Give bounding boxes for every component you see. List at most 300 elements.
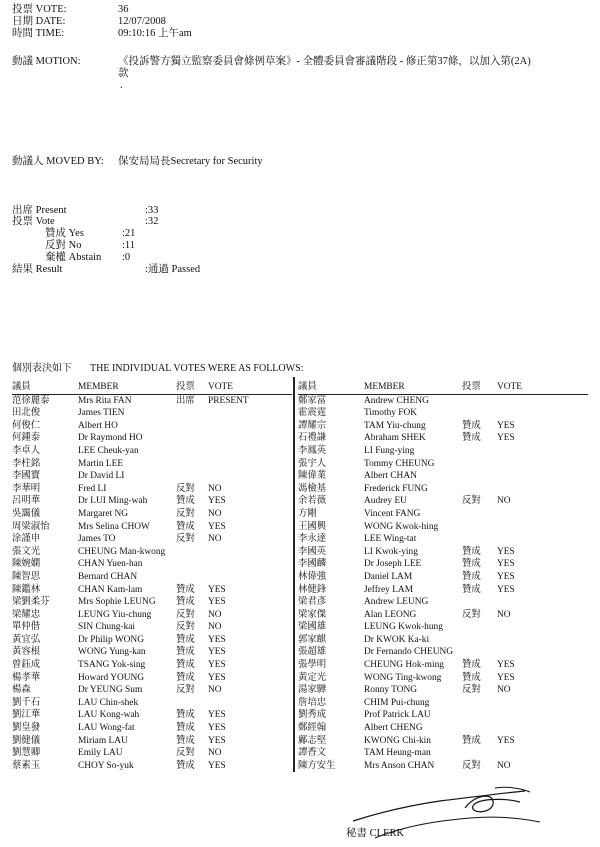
vote-en xyxy=(208,445,292,458)
vote-cn xyxy=(462,458,497,471)
abstain-value: :0 xyxy=(122,252,131,263)
member-name-en: Vincent FANG xyxy=(364,508,421,519)
member-name-cn: 劉秀成 xyxy=(298,710,327,721)
table-row xyxy=(298,609,588,622)
member-name-en: LEUNG Yiu-chung xyxy=(78,609,152,620)
member-name-en: CHIM Pui-chung xyxy=(364,697,430,708)
member-name-cn: 李鳳英 xyxy=(298,445,327,456)
member-name-en: Margaret NG xyxy=(78,508,129,519)
member-name-cn: 霍震霆 xyxy=(298,408,327,419)
vote-cn: 贊成 xyxy=(462,433,481,444)
time-value: 09:10:16 上午am xyxy=(118,28,192,39)
member-name-cn: 劉江華 xyxy=(12,710,41,721)
member-name-cn: 吳靄儀 xyxy=(12,508,41,519)
vote-cn xyxy=(462,483,497,496)
present-label: 出席 Present xyxy=(12,205,67,216)
vote-cn: 贊成 xyxy=(462,672,481,683)
member-name-cn: 陳智思 xyxy=(12,571,41,582)
member-name-cn: 楊孝華 xyxy=(12,672,41,683)
vote-cn: 贊成 xyxy=(462,571,481,582)
member-name-cn: 張超雄 xyxy=(298,647,327,658)
vote-en xyxy=(208,546,292,559)
yes-label: 贊成 Yes xyxy=(45,228,84,239)
vote-en xyxy=(497,508,588,521)
vote-en: PRESENT xyxy=(208,395,249,406)
vote-cn xyxy=(176,407,208,420)
clerk-label: 秘書 CLERK xyxy=(346,828,405,839)
table-row xyxy=(12,432,292,445)
vote-cn: 贊成 xyxy=(176,710,195,721)
table-row xyxy=(298,533,588,546)
member-name-cn: 李柱銘 xyxy=(12,458,41,469)
table-row xyxy=(12,659,292,672)
member-name-cn: 田北俊 xyxy=(12,408,41,419)
table-row xyxy=(12,634,292,647)
vote-cn: 贊成 xyxy=(462,584,481,595)
vote-cn: 贊成 xyxy=(176,584,195,595)
table-row xyxy=(298,760,588,773)
member-name-en: LI Kwok-ying xyxy=(364,546,418,557)
member-name-cn: 周梁淑怡 xyxy=(12,521,50,532)
col-member-cn-header: 議員 xyxy=(298,381,364,394)
table-row xyxy=(12,735,292,748)
vote-cn xyxy=(462,407,497,420)
member-name-cn: 陳偉業 xyxy=(298,471,327,482)
vote-cn: 反對 xyxy=(176,748,195,759)
motion-text-line1: 《投訴警方獨立監察委員會條例草案》- 全體委員會審議階段 - 修正第37條，以加入第(2A) xyxy=(118,56,531,67)
table-row xyxy=(298,709,588,722)
member-name-cn: 陳鑑林 xyxy=(12,584,41,595)
member-name-cn: 余若薇 xyxy=(298,496,327,507)
vote-en xyxy=(497,407,588,420)
vote-cn: 反對 xyxy=(176,483,195,494)
member-name-cn: 何俊仁 xyxy=(12,420,41,431)
vote-en: YES xyxy=(497,735,515,746)
table-row xyxy=(12,709,292,722)
vote-cn: 贊成 xyxy=(462,420,481,431)
member-name-cn: 李國英 xyxy=(298,546,327,557)
member-name-en: TAM Heung-man xyxy=(364,748,431,759)
member-name-en: Mrs Selina CHOW xyxy=(78,521,150,532)
vote-en: YES xyxy=(208,496,226,507)
table-row xyxy=(298,458,588,471)
vote-cn xyxy=(462,709,497,722)
member-name-cn: 劉皇發 xyxy=(12,723,41,734)
vote-en: NO xyxy=(208,685,222,696)
table-row xyxy=(12,571,292,584)
table-row xyxy=(12,760,292,773)
vote-cn: 贊成 xyxy=(176,660,195,671)
member-name-cn: 黃容根 xyxy=(12,647,41,658)
vote-en xyxy=(497,646,588,659)
member-name-en: Martin LEE xyxy=(78,458,124,469)
col-vote-cn-header: 投票 xyxy=(462,381,497,394)
vote-cn xyxy=(462,621,497,634)
table-row xyxy=(298,697,588,710)
vote-en: NO xyxy=(497,496,511,507)
member-name-en: Fred LI xyxy=(78,483,107,494)
member-name-en: Albert CHENG xyxy=(364,723,423,734)
member-name-en: Albert CHAN xyxy=(364,471,417,482)
vote-en: YES xyxy=(208,597,226,608)
vote-cn: 贊成 xyxy=(176,647,195,658)
member-name-en: LAU Wong-fat xyxy=(78,723,135,734)
member-name-en: LI Fung-ying xyxy=(364,445,415,456)
present-value: :33 xyxy=(145,205,159,216)
table-row xyxy=(12,672,292,685)
individual-heading-cn: 個別表決如下 xyxy=(12,363,72,374)
table-row xyxy=(298,646,588,659)
table-row xyxy=(12,697,292,710)
member-name-cn: 劉慧卿 xyxy=(12,748,41,759)
member-name-cn: 李國麟 xyxy=(298,559,327,570)
table-row xyxy=(298,684,588,697)
member-name-cn: 劉千石 xyxy=(12,697,41,708)
vote-en xyxy=(208,697,292,710)
vote-en xyxy=(497,470,588,483)
table-row xyxy=(298,546,588,559)
member-name-en: LAU Chin-shek xyxy=(78,697,139,708)
vote-en: YES xyxy=(208,584,226,595)
table-row xyxy=(12,508,292,521)
vote-cn: 贊成 xyxy=(176,597,195,608)
table-row xyxy=(12,470,292,483)
vote-cn xyxy=(462,533,497,546)
individual-heading-en: THE INDIVIDUAL VOTES WERE AS FOLLOWS: xyxy=(90,363,304,374)
table-row xyxy=(12,407,292,420)
table-row xyxy=(298,722,588,735)
vote-en: NO xyxy=(208,622,222,633)
member-name-cn: 張文光 xyxy=(12,546,41,557)
member-name-en: LAU Kong-wah xyxy=(78,710,140,721)
vote-cn xyxy=(462,634,497,647)
member-name-cn: 劉健儀 xyxy=(12,735,41,746)
result-value: :通過 Passed xyxy=(145,264,201,275)
table-row xyxy=(298,735,588,748)
member-name-en: CHEUNG Man-kwong xyxy=(78,546,166,557)
member-name-cn: 單仲偕 xyxy=(12,622,41,633)
vote-en xyxy=(497,483,588,496)
member-name-cn: 梁家傑 xyxy=(298,609,327,620)
vote-en: YES xyxy=(208,735,226,746)
member-name-en: Dr Joseph LEE xyxy=(364,559,422,570)
vote-cn xyxy=(462,722,497,735)
vote-en: YES xyxy=(497,433,515,444)
vote-cn: 反對 xyxy=(462,685,481,696)
table-row xyxy=(298,432,588,445)
table-row xyxy=(12,445,292,458)
date-label: 日期 DATE: xyxy=(12,16,66,27)
member-name-cn: 梁耀忠 xyxy=(12,609,41,620)
table-row xyxy=(298,470,588,483)
vote-cn: 贊成 xyxy=(176,672,195,683)
table-row xyxy=(12,558,292,571)
vote-cn xyxy=(462,445,497,458)
table-row xyxy=(12,546,292,559)
vote-cn xyxy=(176,558,208,571)
vote-en: NO xyxy=(208,609,222,620)
member-name-cn: 涂謹申 xyxy=(12,534,41,545)
member-name-en: LEE Wing-tat xyxy=(364,534,417,545)
vote-cn xyxy=(176,470,208,483)
table-header-row xyxy=(298,381,588,394)
member-name-en: WONG Ting-kwong xyxy=(364,672,442,683)
table-row xyxy=(298,394,588,407)
votes-table-right xyxy=(298,381,588,772)
table-row xyxy=(298,483,588,496)
table-row xyxy=(12,483,292,496)
vote-cn xyxy=(176,697,208,710)
vote-cn: 贊成 xyxy=(176,723,195,734)
vote-en: YES xyxy=(497,672,515,683)
vote-cn: 反對 xyxy=(176,685,195,696)
table-row xyxy=(298,445,588,458)
member-name-en: Dr Fernando CHEUNG xyxy=(364,647,454,658)
member-name-en: Timothy FOK xyxy=(364,408,418,419)
member-name-cn: 鄭經翰 xyxy=(298,723,327,734)
member-name-cn: 馮檢基 xyxy=(298,483,327,494)
table-row xyxy=(298,420,588,433)
vote-en: NO xyxy=(208,508,222,519)
no-label: 反對 No xyxy=(45,240,82,251)
vote-cn: 贊成 xyxy=(176,521,195,532)
member-name-en: Dr KWOK Ka-ki xyxy=(364,634,430,645)
vote-cn: 贊成 xyxy=(176,496,195,507)
yes-value: :21 xyxy=(122,228,136,239)
vote-cn xyxy=(462,596,497,609)
table-row xyxy=(298,596,588,609)
vote-en xyxy=(208,470,292,483)
member-name-en: Mrs Rita FAN xyxy=(78,395,132,406)
vote-cn: 贊成 xyxy=(462,735,481,746)
table-row xyxy=(298,621,588,634)
vote-en xyxy=(497,394,588,407)
member-name-en: Albert HO xyxy=(78,420,118,431)
member-name-en: LEE Cheuk-yan xyxy=(78,445,139,456)
vote-cn xyxy=(176,432,208,445)
vote-cn: 反對 xyxy=(462,760,481,771)
member-name-cn: 楊森 xyxy=(12,685,31,696)
vote-cn xyxy=(176,458,208,471)
table-row xyxy=(12,394,292,407)
table-row xyxy=(298,495,588,508)
table-row xyxy=(12,747,292,760)
table-row xyxy=(298,508,588,521)
member-name-cn: 張學明 xyxy=(298,660,327,671)
table-row xyxy=(12,596,292,609)
member-name-cn: 王國興 xyxy=(298,521,327,532)
abstain-label: 棄權 Abstain xyxy=(45,252,102,263)
time-label: 時間 TIME: xyxy=(12,28,65,39)
vote-en: YES xyxy=(208,634,226,645)
member-name-cn: 呂明華 xyxy=(12,496,41,507)
member-name-en: Tommy CHEUNG xyxy=(364,458,435,469)
table-row xyxy=(298,584,588,597)
vote-cn xyxy=(176,445,208,458)
table-row xyxy=(298,558,588,571)
vote-cn xyxy=(462,470,497,483)
table-row xyxy=(298,407,588,420)
member-name-en: Dr David LI xyxy=(78,471,125,482)
table-row xyxy=(12,495,292,508)
vote-total-value: :32 xyxy=(145,216,159,227)
member-name-en: Miriam LAU xyxy=(78,735,128,746)
col-vote-en-header: VOTE xyxy=(208,381,292,394)
vote-en: NO xyxy=(208,483,222,494)
member-name-en: Alan LEONG xyxy=(364,609,417,620)
member-name-cn: 李卓人 xyxy=(12,445,41,456)
motion-text-line2: 款 xyxy=(118,68,129,79)
vote-en: YES xyxy=(208,672,226,683)
vote-cn xyxy=(462,521,497,534)
member-name-en: Jeffrey LAM xyxy=(364,584,414,595)
table-divider xyxy=(293,377,295,772)
vote-en: YES xyxy=(208,660,226,671)
vote-en xyxy=(208,571,292,584)
vote-cn: 反對 xyxy=(176,508,195,519)
member-name-en: LEUNG Kwok-hung xyxy=(364,622,443,633)
vote-cn xyxy=(462,508,497,521)
vote-en xyxy=(497,621,588,634)
vote-cn: 贊成 xyxy=(462,559,481,570)
vote-cn xyxy=(176,420,208,433)
member-name-en: Dr LUI Ming-wah xyxy=(78,496,148,507)
col-vote-cn-header: 投票 xyxy=(176,381,208,394)
moved-by-label: 動議人 MOVED BY: xyxy=(12,156,104,167)
member-name-cn: 陳方安生 xyxy=(298,760,336,771)
table-row xyxy=(298,672,588,685)
vote-en xyxy=(208,558,292,571)
table-row xyxy=(12,621,292,634)
vote-en: NO xyxy=(208,748,222,759)
member-name-en: James TO xyxy=(78,534,116,545)
table-row xyxy=(12,458,292,471)
date-value: 12/07/2008 xyxy=(118,16,166,27)
member-name-en: Abraham SHEK xyxy=(364,433,426,444)
member-name-en: James TIEN xyxy=(78,408,125,419)
member-name-en: SIN Chung-kai xyxy=(78,622,136,633)
vote-cn: 反對 xyxy=(176,534,195,545)
member-name-cn: 黃宜弘 xyxy=(12,634,41,645)
member-name-cn: 林健鋒 xyxy=(298,584,327,595)
member-name-en: Dr Philip WONG xyxy=(78,634,144,645)
vote-en xyxy=(208,458,292,471)
member-name-cn: 張宇人 xyxy=(298,458,327,469)
member-name-cn: 何鍾泰 xyxy=(12,433,41,444)
table-row xyxy=(298,521,588,534)
member-name-cn: 譚香文 xyxy=(298,748,327,759)
vote-en xyxy=(497,747,588,760)
member-name-en: Prof Patrick LAU xyxy=(364,710,431,721)
vote-en xyxy=(497,709,588,722)
member-name-cn: 陳婉嫻 xyxy=(12,559,41,570)
member-name-en: WONG Kwok-hing xyxy=(364,521,439,532)
member-name-cn: 林偉強 xyxy=(298,571,327,582)
vote-en xyxy=(497,722,588,735)
table-row xyxy=(298,659,588,672)
member-name-cn: 范徐麗泰 xyxy=(12,395,50,406)
motion-label: 動議 MOTION: xyxy=(12,56,81,67)
col-member-en-header: MEMBER xyxy=(78,381,176,394)
vote-en: YES xyxy=(208,723,226,734)
vote-cn xyxy=(462,747,497,760)
vote-en xyxy=(497,697,588,710)
member-name-cn: 李國寶 xyxy=(12,471,41,482)
member-name-en: CHOY So-yuk xyxy=(78,760,134,771)
result-label: 結果 Result xyxy=(12,264,63,275)
table-row xyxy=(12,646,292,659)
member-name-en: CHAN Kam-lam xyxy=(78,584,143,595)
member-name-en: Mrs Sophie LEUNG xyxy=(78,597,156,608)
vote-en xyxy=(208,432,292,445)
member-name-cn: 鄭家富 xyxy=(298,395,327,406)
member-name-en: TAM Yiu-chung xyxy=(364,420,426,431)
member-name-cn: 李永達 xyxy=(298,534,327,545)
vote-en xyxy=(497,596,588,609)
vote-cn xyxy=(176,571,208,584)
vote-cn: 反對 xyxy=(462,609,481,620)
table-header-row xyxy=(12,381,292,394)
vote-en: YES xyxy=(497,559,515,570)
votes-table-left xyxy=(12,381,292,772)
member-name-en: Frederick FUNG xyxy=(364,483,428,494)
table-row xyxy=(298,634,588,647)
vote-en: YES xyxy=(497,571,515,582)
member-name-en: Audrey EU xyxy=(364,496,407,507)
vote-en xyxy=(208,407,292,420)
vote-cn: 贊成 xyxy=(176,760,195,771)
vote-cn: 出席 xyxy=(176,395,195,406)
member-name-en: WONG Yung-kan xyxy=(78,647,146,658)
table-row xyxy=(12,533,292,546)
vote-cn: 贊成 xyxy=(176,735,195,746)
vote-en: NO xyxy=(497,685,511,696)
member-name-cn: 石禮謙 xyxy=(298,433,327,444)
member-name-cn: 詹培忠 xyxy=(298,697,327,708)
vote-en xyxy=(208,420,292,433)
vote-en: NO xyxy=(208,534,222,545)
member-name-cn: 鄺志堅 xyxy=(298,735,327,746)
vote-en xyxy=(497,634,588,647)
member-name-en: Daniel LAM xyxy=(364,571,413,582)
member-name-en: Dr Raymond HO xyxy=(78,433,143,444)
table-row xyxy=(298,571,588,584)
vote-cn: 贊成 xyxy=(176,634,195,645)
vote-cn: 反對 xyxy=(176,622,195,633)
vote-en xyxy=(497,533,588,546)
member-name-cn: 湯家驊 xyxy=(298,685,327,696)
member-name-cn: 黃定光 xyxy=(298,672,327,683)
member-name-en: Dr YEUNG Sum xyxy=(78,685,143,696)
member-name-cn: 方剛 xyxy=(298,508,317,519)
vote-cn: 贊成 xyxy=(462,546,481,557)
vote-cn: 反對 xyxy=(176,609,195,620)
member-name-en: KWONG Chi-kin xyxy=(364,735,431,746)
table-row xyxy=(12,722,292,735)
member-name-en: Ronny TONG xyxy=(364,685,418,696)
vote-en: YES xyxy=(497,546,515,557)
vote-en: NO xyxy=(497,609,511,620)
vote-en xyxy=(497,445,588,458)
vote-en: YES xyxy=(497,420,515,431)
member-name-en: Howard YOUNG xyxy=(78,672,145,683)
member-name-en: CHAN Yuen-han xyxy=(78,559,143,570)
member-name-en: Mrs Anson CHAN xyxy=(364,760,435,771)
member-name-cn: 梁國雄 xyxy=(298,622,327,633)
col-vote-en-header: VOTE xyxy=(497,381,588,394)
vote-en: YES xyxy=(208,647,226,658)
vote-cn xyxy=(176,546,208,559)
